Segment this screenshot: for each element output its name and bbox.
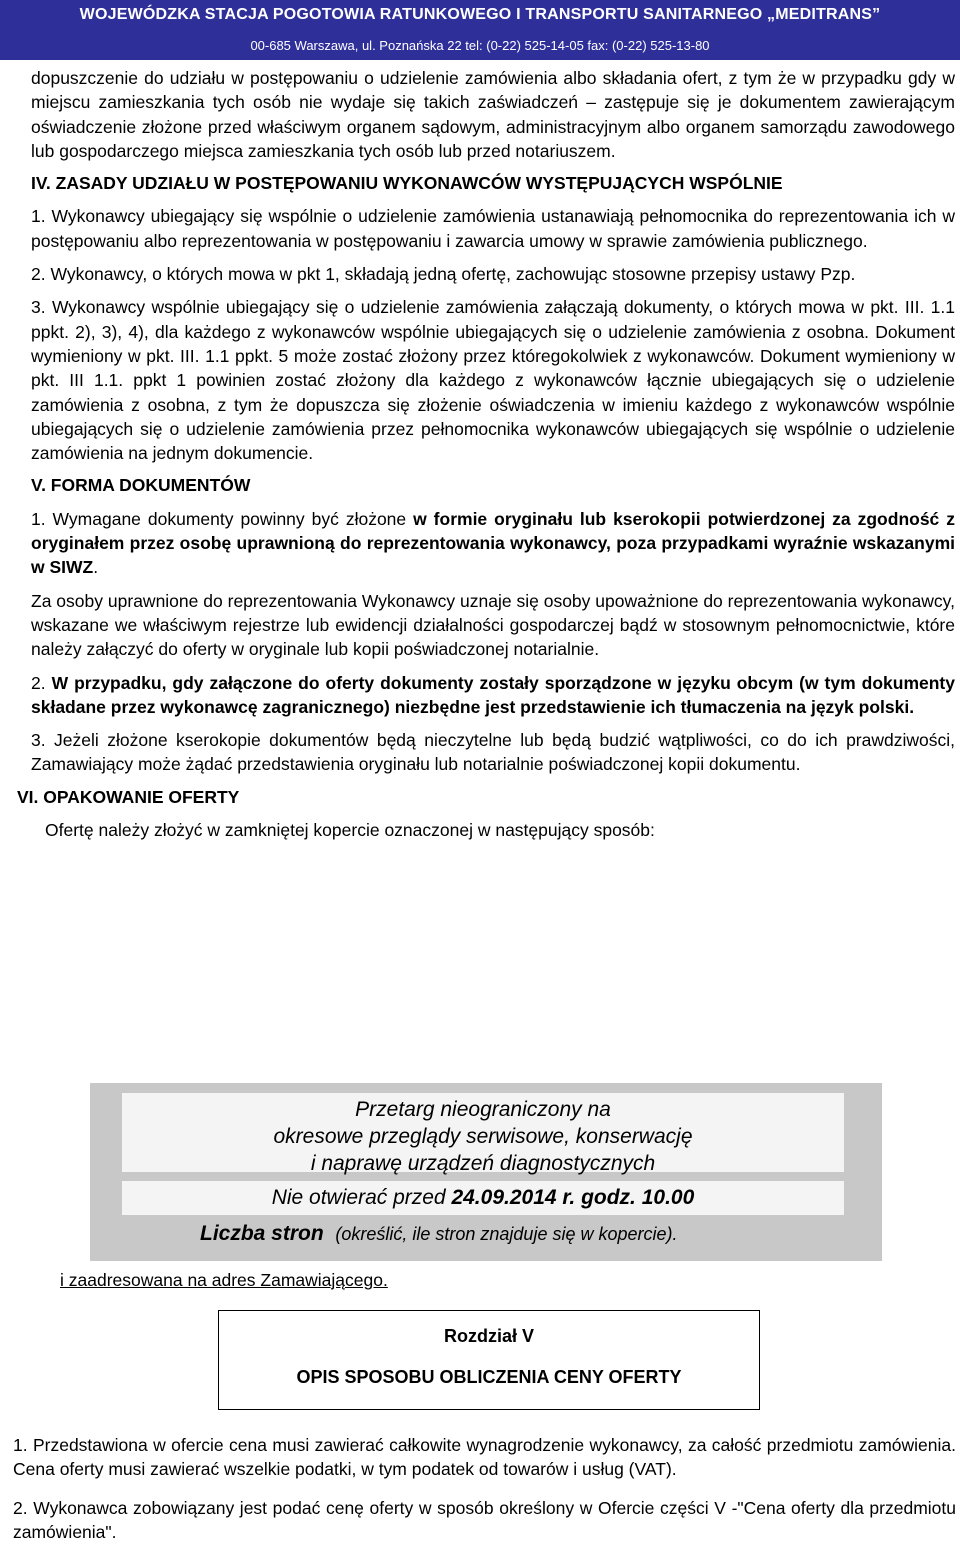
section5-item-2-bold: W przypadku, gdy załączone do oferty dokumenty zostały sporządzone w języku obcym (w tym dokumenty składane przez wykonawcę zagranicznego) niezbędne jest przedstawienie ich tłumaczenia na język polski. — [31, 672, 955, 717]
section-heading-5: V. FORMA DOKUMENTÓW — [31, 475, 251, 496]
header-address: 00-685 Warszawa, ul. Poznańska 22 tel: (0-22) 525-14-05 fax: (0-22) 525-13-80 — [250, 38, 710, 53]
document-body — [17, 66, 955, 842]
envelope-label-box — [90, 1083, 882, 1261]
section5-item-1 — [31, 507, 955, 580]
envelope-pages-label: Liczba stron — [200, 1222, 324, 1245]
section5-item-1-end: . — [93, 557, 99, 578]
envelope-title-block — [122, 1093, 844, 1175]
section-heading-4: IV. ZASADY UDZIAŁU W POSTĘPOWANIU WYKONAWCÓW WYSTĘPUJĄCYCH WSPÓLNIE — [31, 173, 783, 194]
envelope-open-date — [122, 1181, 844, 1215]
section4-item-1: 1. Wykonawcy ubiegający się wspólnie o udzielenie zamówienia ustanawiają pełnomocnika do reprezentowania ich w postępowaniu albo reprezentowania w postępowaniu i zawarcia umowy w sprawie zamówienia publicznego. — [31, 206, 955, 251]
section5-item-2-number: 2. — [31, 672, 52, 693]
envelope-open-datetime: 24.09.2014 r. godz. 10.00 — [451, 1186, 695, 1209]
section-heading-6: VI. OPAKOWANIE OFERTY — [17, 786, 240, 807]
envelope-line-1: Przetarg nieograniczony na — [355, 1098, 611, 1121]
header-title: WOJEWÓDZKA STACJA POGOTOWIA RATUNKOWEGO I TRANSPORTU SANITARNEGO „MEDITRANS” — [79, 6, 881, 23]
section4-item-3: 3. Wykonawcy wspólnie ubiegający się o udzielenie zamówienia załączają dokumenty, o których mowa w pkt. III. 1.1 ppkt. 2), 3), 4), dla każdego z wykonawców wspólnie ubiegających się o udzielenie zamówienia z osobna. Dokument wymieniony w pkt. III. 1.1 ppkt. 5 może zostać złożony przez któregokolwiek z wykonawców. Dokument wymieniony w pkt. III 1.1. ppkt 1 powinien zostać złożony dla każdego z wykonawców łącznie ubiegających się o udzielenie zamówienia z osobna, z tym że dopuszcza się złożenie oświadczenia w imieniu każdego z wykonawców wspólnie ubiegających się o udzielenie zamówienia przez pełnomocnika wykonawców ubiegających się wspólnie o udzielenie zamówienia na jednym dokumencie. — [31, 297, 955, 464]
pricing-item-1: 1. Przedstawiona w ofercie cena musi zawierać całkowite wynagrodzenie wykonawcy, za całość przedmiotu zamówienia. Cena oferty musi zawierać wszelkie podatki, w tym podatek od towarów i usług (VAT). — [13, 1435, 956, 1480]
envelope-page-count — [200, 1222, 678, 1246]
section4-item-2: 2. Wykonawcy, o których mowa w pkt 1, składają jedną ofertę, zachowując stosowne przepisy ustawy Pzp. — [31, 264, 856, 285]
chapter-title-box — [218, 1310, 760, 1410]
document-header — [0, 0, 960, 60]
section5-item-3: 3. Jeżeli złożone kserokopie dokumentów będą nieczytelne lub będą budzić wątpliwości, co do ich prawdziwości, Zamawiający może żądać przedstawienia oryginału lub notarialnie poświadczonej kopii dokumentu. — [31, 730, 955, 775]
chapter-subtitle: OPIS SPOSOBU OBLICZENIA CENY OFERTY — [296, 1367, 682, 1387]
address-line: i zaadresowana na adres Zamawiającego. — [60, 1270, 388, 1290]
intro-paragraph: dopuszczenie do udziału w postępowaniu o udzielenie zamówienia albo składania ofert, z tym że w przypadku gdy w miejscu zamieszkania tych osób nie wydaje się takich zaświadczeń – zastępuje się je dokumentem zawierającym oświadczenie złożone przed właściwym organem sądowym, administracyjnym albo organem samorządu zawodowego lub gospodarczego miejsca zamieszkania tych osób lub przed notariuszem. — [31, 68, 955, 161]
section5-item-1-text: 1. Wymagane dokumenty powinny być złożone — [31, 508, 414, 529]
envelope-line-2: okresowe przeglądy serwisowe, konserwację — [273, 1125, 693, 1148]
section6-intro: Ofertę należy złożyć w zamkniętej kopercie oznaczonej w następujący sposób: — [45, 820, 655, 841]
envelope-pages-note: (określić, ile stron znajduje się w kopercie). — [335, 1224, 678, 1244]
pricing-item-2: 2. Wykonawca zobowiązany jest podać cenę oferty w sposób określony w Ofercie części V -"Cena oferty dla przedmiotu zamówienia". — [13, 1497, 956, 1542]
section5-item-1-bold: w formie oryginału lub kserokopii potwierdzonej za zgodność z oryginałem przez osobę uprawnioną do reprezentowania wykonawcy, poza przypadkami wyraźnie wskazanymi w SIWZ — [31, 508, 955, 578]
chapter-title: Rozdział V — [443, 1326, 534, 1346]
envelope-open-prefix: Nie otwierać przed — [271, 1186, 452, 1209]
envelope-line-3: i naprawę urządzeń diagnostycznych — [310, 1152, 656, 1175]
section5-paragraph-2: Za osoby uprawnione do reprezentowania Wykonawcy uznaje się osoby upoważnione do reprezentowania wykonawcy, wskazane we właściwym rejestrze lub ewidencji działalności gospodarczej bądź w stosownym pełnomocnictwie, które należy załączyć do oferty w oryginale lub kopii poświadczonej notarialnie. — [31, 590, 955, 660]
section5-item-2 — [31, 671, 955, 720]
pricing-section — [13, 1433, 956, 1544]
